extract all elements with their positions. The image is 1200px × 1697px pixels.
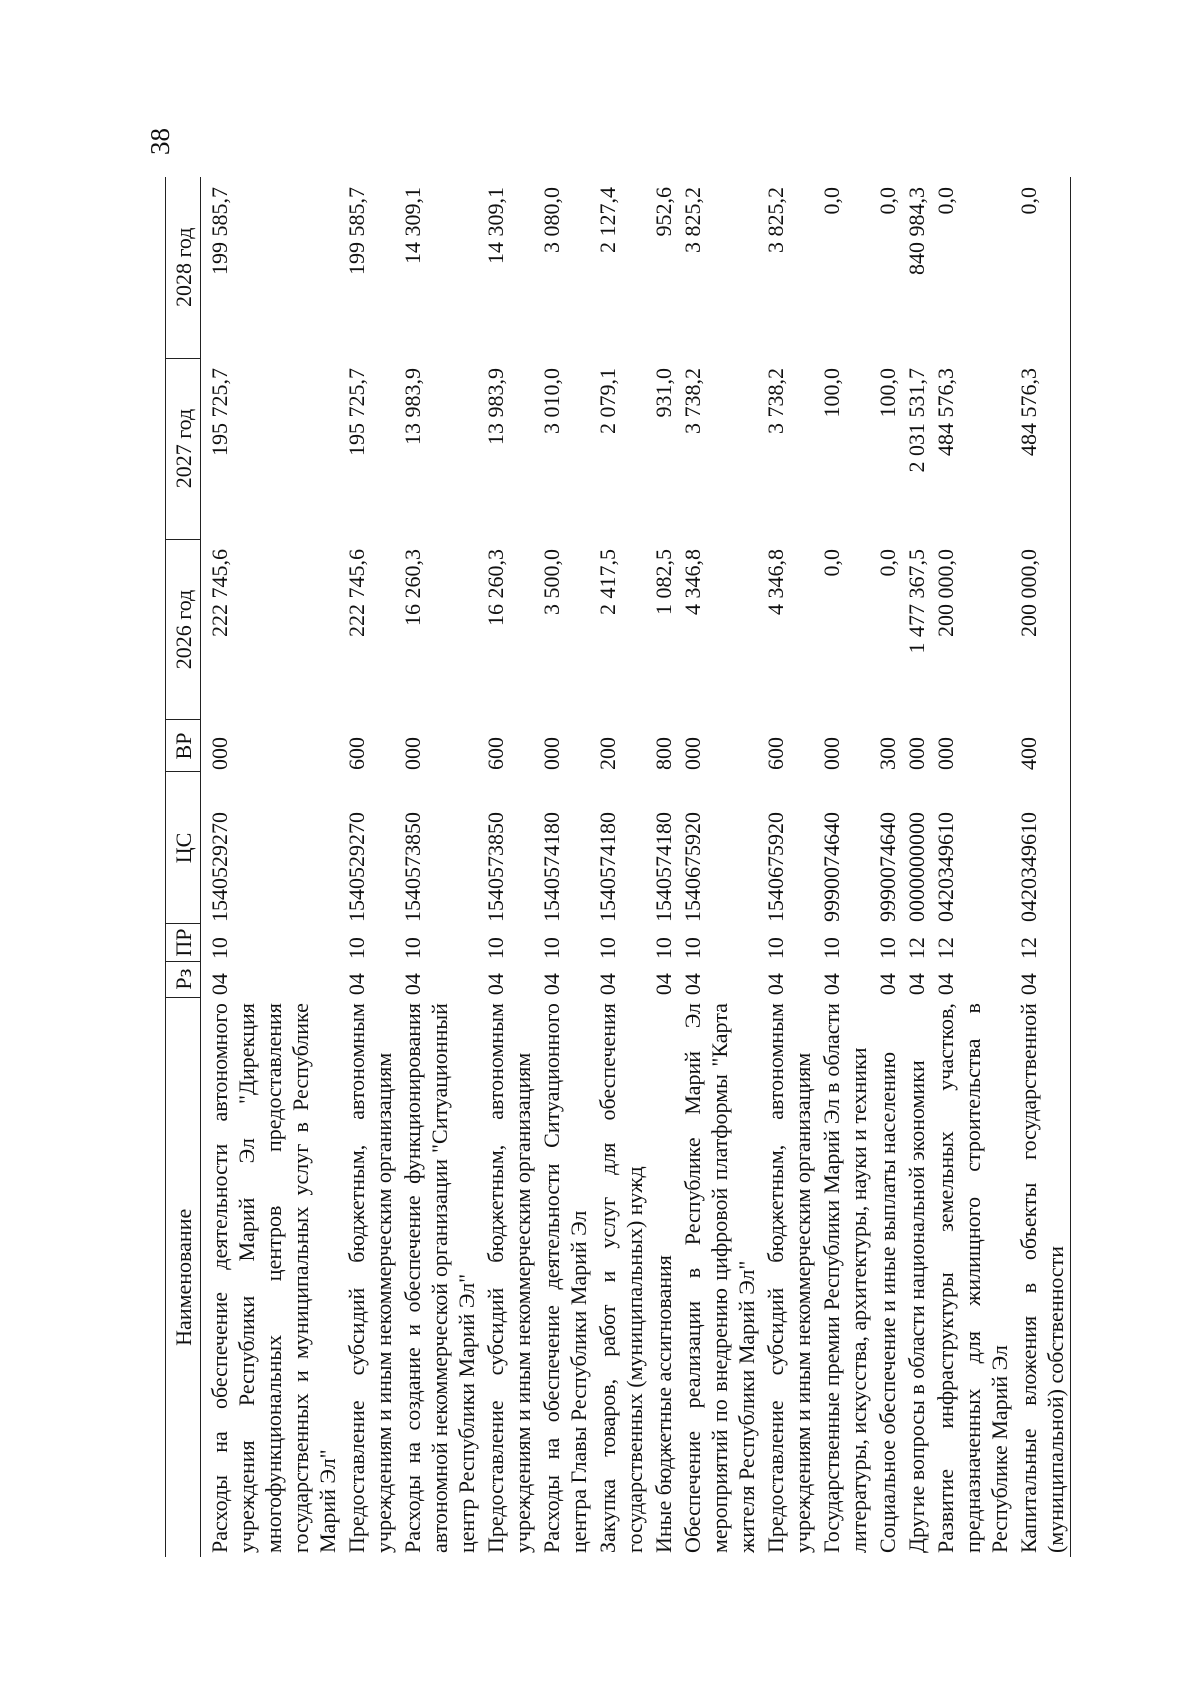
row-vr: 000: [400, 736, 425, 770]
row-cs: 1540574180: [595, 811, 620, 922]
row-cs: 1540574180: [651, 811, 676, 922]
row-2027: 931,0: [651, 368, 676, 418]
table-row: [1014, 177, 1071, 1557]
row-pr: 10: [651, 937, 676, 960]
row-pr: 10: [207, 937, 232, 960]
row-2027: 195 725,7: [207, 368, 232, 457]
row-cs: 0420349610: [933, 811, 958, 922]
row-pr: 10: [595, 937, 620, 960]
row-vr: 300: [875, 736, 900, 770]
row-2026: 16 260,3: [483, 549, 508, 627]
row-name: Предоставление субсидий бюджетным, автономным учреждениям и иным некоммерческим организациям: [344, 1003, 396, 1553]
row-cs: 1540574180: [539, 811, 564, 922]
row-rz: 04: [207, 973, 232, 996]
row-rz: 04: [344, 973, 369, 996]
row-2028: 199 585,7: [344, 187, 369, 275]
table-row: [481, 177, 537, 1557]
row-2026: 222 745,6: [207, 549, 232, 638]
row-name: Расходы на создание и обеспечение функционирования автономной некоммерческой организации "Ситуационный центр Республики Марий Эл": [400, 1003, 479, 1553]
row-pr: 12: [1014, 924, 1071, 961]
header-vr: ВР: [166, 720, 201, 772]
row-pr: 10: [680, 937, 705, 960]
row-rz: 04: [400, 973, 425, 996]
header-cs: ЦС: [166, 772, 201, 924]
row-2028: 0,0: [1014, 177, 1071, 358]
row-name: Предоставление субсидий бюджетным, автономным учреждениям и иным некоммерческим организациям: [483, 1003, 535, 1553]
row-vr: 000: [819, 736, 844, 770]
row-vr: 000: [680, 736, 705, 770]
header-2026: 2026 год: [166, 539, 201, 720]
row-vr: 000: [207, 736, 232, 770]
row-2027: 13 983,9: [400, 368, 425, 446]
page-number: 38: [145, 128, 175, 155]
row-cs: 0000000000: [904, 811, 929, 922]
row-2026: 4 346,8: [763, 549, 788, 616]
table-row: [649, 177, 678, 1557]
row-2027: 2 031 531,7: [904, 368, 929, 473]
row-rz: 04: [483, 973, 508, 996]
row-2026: 222 745,6: [344, 549, 369, 638]
row-2026: 0,0: [819, 549, 844, 577]
row-vr: 200: [595, 736, 620, 770]
row-rz: 04: [819, 973, 844, 996]
row-name: Расходы на обеспечение деятельности автономного учреждения Республики Марий Эл "Дирекция многофункциональных центров предоставления государственных и муниципальных услуг в Республике Марий Эл": [207, 1003, 340, 1553]
row-2028: 3 825,2: [763, 187, 788, 253]
row-pr: 10: [483, 937, 508, 960]
row-2028: 14 309,1: [400, 187, 425, 264]
row-2026: 4 346,8: [680, 549, 705, 616]
budget-table: [165, 177, 1071, 1557]
row-cs: 1540675920: [763, 811, 788, 922]
row-name: Капитальные вложения в объекты государственной (муниципальной) собственности: [1014, 997, 1071, 1557]
row-rz: 04: [680, 973, 705, 996]
row-cs: 1540529270: [207, 811, 232, 922]
row-2027: 3 010,0: [539, 368, 564, 435]
row-pr: 10: [763, 937, 788, 960]
header-2027: 2027 год: [166, 358, 201, 539]
row-vr: 000: [904, 736, 929, 770]
row-2026: 1 082,5: [651, 549, 676, 616]
table-row: [593, 177, 649, 1557]
row-2026: 16 260,3: [400, 549, 425, 627]
row-name: Другие вопросы в области национальной экономики: [904, 1060, 929, 1553]
row-rz: 04: [904, 973, 929, 996]
row-pr: 10: [400, 937, 425, 960]
row-vr: 400: [1014, 720, 1071, 772]
row-2027: 3 738,2: [763, 368, 788, 435]
row-rz: 04: [651, 973, 676, 996]
row-2026: 0,0: [875, 549, 900, 577]
row-2028: 3 825,2: [680, 187, 705, 253]
row-cs: 1540573850: [483, 811, 508, 922]
row-2027: 100,0: [819, 368, 844, 418]
row-2028: 952,6: [651, 187, 676, 237]
row-2028: 840 984,3: [904, 187, 929, 275]
header-name: Наименование: [166, 997, 201, 1557]
row-rz: 04: [933, 973, 958, 996]
row-2027: 100,0: [875, 368, 900, 418]
row-2028: 0,0: [875, 187, 900, 215]
row-2026: 2 417,5: [595, 549, 620, 616]
row-pr: 10: [344, 937, 369, 960]
row-name: Обеспечение реализации в Республике Марий Эл мероприятий по внедрению цифровой платформы "Карта жителя Республики Марий Эл": [680, 1003, 759, 1553]
row-2028: 0,0: [819, 187, 844, 215]
row-2027: 13 983,9: [483, 368, 508, 446]
row-pr: 10: [875, 937, 900, 960]
row-pr: 10: [819, 937, 844, 960]
row-rz: 04: [595, 973, 620, 996]
row-cs: 0420349610: [1014, 772, 1071, 924]
row-cs: 1540675920: [680, 811, 705, 922]
table-row: [873, 177, 902, 1557]
row-pr: 12: [933, 937, 958, 960]
table-row: [761, 177, 817, 1557]
row-2026: 200 000,0: [1014, 539, 1071, 720]
row-2028: 0,0: [933, 187, 958, 215]
row-vr: 800: [651, 736, 676, 770]
row-vr: 600: [344, 736, 369, 770]
row-vr: 000: [933, 736, 958, 770]
row-2026: 200 000,0: [933, 549, 958, 638]
row-name: Предоставление субсидий бюджетным, автономным учреждениям и иным некоммерческим организациям: [763, 1003, 815, 1553]
row-2028: 199 585,7: [207, 187, 232, 275]
row-pr: 10: [539, 937, 564, 960]
table-row: [537, 177, 593, 1557]
row-name: Иные бюджетные ассигнования: [651, 1255, 676, 1553]
row-name: Развитие инфраструктуры земельных участков, предназначенных для жилищного строительства в Республике Марий Эл: [933, 1003, 1012, 1553]
row-2028: 14 309,1: [483, 187, 508, 264]
table-row: [342, 177, 398, 1557]
row-2026: 3 500,0: [539, 549, 564, 616]
header-pr: ПР: [166, 924, 201, 961]
table-row: [902, 177, 931, 1557]
row-2027: 2 079,1: [595, 368, 620, 435]
table-row: [201, 177, 343, 1557]
table-row: [931, 177, 1014, 1557]
header-2028: 2028 год: [166, 177, 201, 358]
row-vr: 000: [539, 736, 564, 770]
row-pr: 12: [904, 937, 929, 960]
row-name: Закупка товаров, работ и услуг для обеспечения государственных (муниципальных) нужд: [595, 1003, 647, 1553]
row-cs: 1540529270: [344, 811, 369, 922]
row-name: Государственные премии Республики Марий Эл в области литературы, искусства, архитектуры, науки и техники: [819, 1003, 871, 1553]
row-2027: 195 725,7: [344, 368, 369, 457]
row-rz: 04: [875, 973, 900, 996]
row-2027: 3 738,2: [680, 368, 705, 435]
row-name: Расходы на обеспечение деятельности Ситуационного центра Главы Республики Марий Эл: [539, 1003, 591, 1553]
row-vr: 600: [763, 736, 788, 770]
row-cs: 9990074640: [875, 811, 900, 922]
header-rz: Рз: [166, 961, 201, 997]
row-2026: 1 477 367,5: [904, 549, 929, 654]
row-2028: 3 080,0: [539, 187, 564, 253]
row-2027: 484 576,3: [1014, 358, 1071, 539]
row-cs: 1540573850: [400, 811, 425, 922]
row-rz: 04: [1014, 961, 1071, 997]
row-name: Социальное обеспечение и иные выплаты населению: [875, 1051, 900, 1553]
table-body: [201, 177, 1071, 1557]
row-vr: 600: [483, 736, 508, 770]
table-row: [678, 177, 761, 1557]
row-cs: 9990074640: [819, 811, 844, 922]
row-2027: 484 576,3: [933, 368, 958, 457]
table-row: [398, 177, 481, 1557]
row-rz: 04: [539, 973, 564, 996]
row-rz: 04: [763, 973, 788, 996]
table-row: [817, 177, 873, 1557]
table-header-row: [166, 177, 201, 1557]
row-2028: 2 127,4: [595, 187, 620, 253]
